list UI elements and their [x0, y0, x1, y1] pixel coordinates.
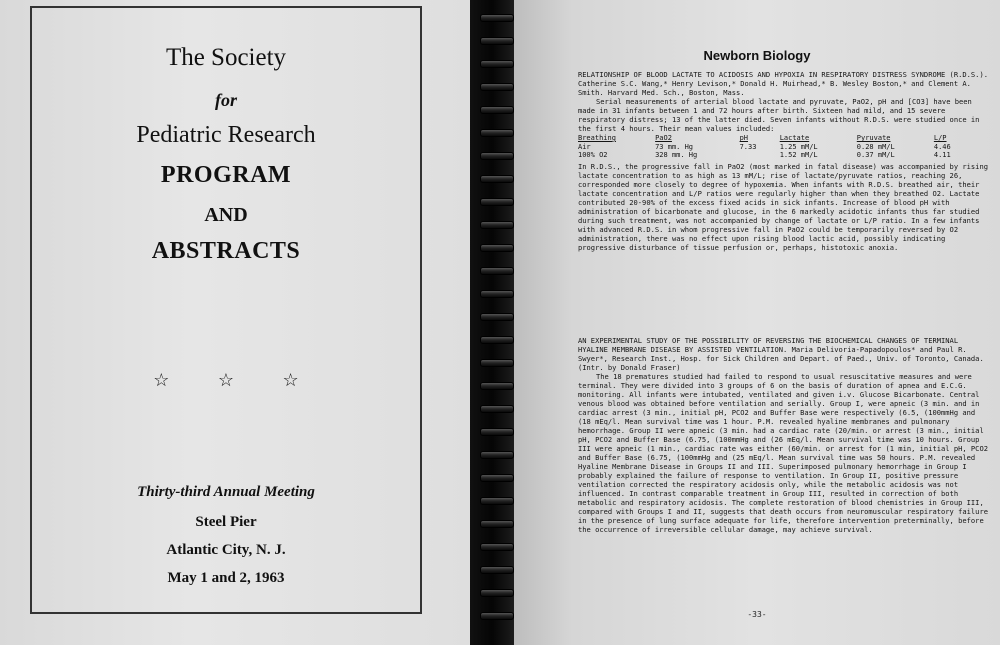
- table-row: [578, 143, 974, 152]
- table-cell: [740, 151, 780, 160]
- abstract-2: [578, 336, 990, 534]
- binding-ring: [480, 267, 514, 275]
- binding-ring: [480, 428, 514, 436]
- table-header: pH: [739, 134, 749, 142]
- binding-ring: [480, 129, 514, 137]
- binding-ring: [480, 221, 514, 229]
- table-cell: 73 mm. Hg: [655, 142, 694, 151]
- table-header-row: [578, 134, 974, 143]
- cover-city: Atlantic City, N. J.: [166, 542, 286, 558]
- abstract-1: [578, 70, 990, 252]
- table-cell: 7.33: [739, 142, 757, 151]
- abstract-1-para1: Serial measurements of arterial blood lactate and pyruvate, PaO2, pH and [CO3] have been made in 31 infants between 1 and 72 hours after birth. Sixteen had mild, and 15 severe respiratory distress; 13 of the latter died. Seven infants without R.D.S. were studied once in the first 4 hours. Their mean values included:: [578, 97, 980, 133]
- binding-ring: [480, 37, 514, 45]
- table-cell: 4.11: [933, 151, 951, 159]
- cover-meeting: Thirty-third Annual Meeting: [137, 484, 315, 500]
- abstract-2-authors: Maria Delivoria-Papadopoulos* and Paul R. Swyer*, Research Inst., Hosp. for Sick Children and Depart. of Paed., Univ. of Toronto, Canada. (Intr. by Donald Fraser): [578, 345, 984, 372]
- table-cell: 328 mm. Hg: [655, 151, 698, 159]
- abstract-2-title: AN EXPERIMENTAL STUDY OF THE POSSIBILITY OF REVERSING THE BIOCHEMICAL CHANGES OF TERMINAL HYALINE MEMBRANE DISEASE BY ASSISTED VENTILATION.: [578, 336, 959, 354]
- cover-pediatric-research: Pediatric Research: [136, 122, 316, 148]
- binding-ring: [480, 566, 514, 574]
- abstract-1-table: [578, 134, 974, 160]
- cover-page: [0, 0, 478, 645]
- cover-society-title: The Society: [165, 44, 287, 71]
- cover-program: PROGRAM: [160, 162, 292, 188]
- table-cell: 1.25 mM/L: [779, 142, 818, 151]
- binding-ring: [480, 474, 514, 482]
- table-header: PaO2: [655, 134, 672, 142]
- binding-ring: [480, 244, 514, 252]
- binding-ring: [480, 14, 514, 22]
- table-cell: Air: [578, 142, 591, 151]
- binding-ring: [480, 451, 514, 459]
- page-number: -33-: [747, 610, 767, 619]
- abstract-1-para2: In R.D.S., the progressive fall in PaO2 (most marked in fatal disease) was accompanied by rising lactate concentration to as high as 13 mM/L; rise of lactate/pyruvate ratios, reaching 26, corresponded more closely to degree of hypoxemia. When infants with R.D.S. breathed air, their lactate concentration and L/P ratios were regularly higher than when they breathed O2. Lactate contributed 20-90% of the excess fixed acids in sick infants. Increase of blood pH with administration of bicarbonate and glucose, in the 6 markedly acidotic infants thus far studied during such treatment, was not accompanied by change of lactate or L/P ratio. In a few infants with advanced R.D.S. in whom progressive fall in PaO2 could be temporarily reversed by O2 administration, there was no effect upon rising blood lactic acid, possibly indicating progressive disturbance of tissue perfusion or, perhaps, histotoxic anoxia.: [578, 161, 988, 252]
- binding-ring: [480, 106, 514, 114]
- binding-ring: [480, 405, 514, 413]
- binding-ring: [480, 336, 514, 344]
- section-header: Newborn Biology: [703, 48, 811, 63]
- table-header: Breathing: [578, 134, 616, 142]
- table-header: Lactate: [779, 134, 810, 142]
- binding-ring: [480, 60, 514, 68]
- binding-ring: [480, 83, 514, 91]
- binding-ring: [480, 497, 514, 505]
- binding-ring: [480, 175, 514, 183]
- table-row: [578, 151, 974, 160]
- binding-ring: [480, 612, 514, 620]
- binding-ring: [480, 520, 514, 528]
- binding-ring: [480, 382, 514, 390]
- table-header: Pyruvate: [856, 134, 891, 142]
- abstract-1-title: RELATIONSHIP OF BLOOD LACTATE TO ACIDOSIS AND HYPOXIA IN RESPIRATORY DISTRESS SYNDROME (R.D.S.).: [578, 70, 988, 79]
- table-cell: 100% O2: [578, 151, 608, 159]
- cover-for: for: [215, 90, 237, 110]
- binding-ring: [480, 543, 514, 551]
- table-cell: 4.46: [933, 142, 951, 151]
- binding-ring: [480, 290, 514, 298]
- table-header: L/P: [933, 134, 947, 142]
- binding-ring: [480, 313, 514, 321]
- cover-dates: May 1 and 2, 1963: [167, 570, 285, 586]
- cover-venue: Steel Pier: [195, 514, 257, 530]
- abstract-page: [514, 0, 1000, 645]
- binding-ring: [480, 152, 514, 160]
- binding-ring: [480, 589, 514, 597]
- cover-and: AND: [204, 204, 248, 226]
- cover-abstracts: ABSTRACTS: [151, 238, 301, 264]
- abstract-2-para1: The 18 prematures studied had failed to respond to usual resuscitative measures and were terminal. They were divided into 3 groups of 6 on the basis of duration of apnea and E.C.G. monitoring. All infants were intubated, ventilated and given i.v. Glucose Bicarbonate. Central venous blood was obtained before ventilation and serially. Group I, were apneic (3 min. and in cardiac arrest (3 min., initial pH, PCO2 and Buffer Base were respectively (6.5, (100mmHg and (18 mEq/l. Mean survival time was 1 hour. P.M. revealed hyaline membranes and pulmonary hemorrhage. Group II were apneic (3 min. had a cardiac rate (20/min. or arrest (3 min., initial pH, PCO2 and Buffer Base (6.75, (100mmHg and (26 mEq/l. Mean survival time was 10 hours. Group III were apneic (1 min., cardiac rate was either (60/min. or arrest for (1 min, initial pH, PCO2 and Buffer Base (6.75, (100mmHg and (25 mEq/l. Mean survival time was 50 hours. P.M. revealed Hyaline Membrane Disease in Groups II and III. Superimposed pulmonary hemorrhage in Group I probably explained the failure of response to ventilation. In Group II, positive pressure ventilation corrected the respiratory acidosis only, while the metabolic acidosis was not influenced. In contrast comparable treatment in Group III, resulted in correction of both metabolic and respiratory acidosis. The complete restoration of blood chemistries in Group III, compared with Groups I and II, suggests that death occurs from neuromuscular respiratory failure in the presence of lung surface adequate for life, therefore intervention preterminally, before the occurrence of irreversible cellular damage, may achieve survival.: [578, 372, 988, 534]
- cover-stars: ☆ ☆ ☆: [153, 370, 321, 390]
- binding-ring: [480, 359, 514, 367]
- binding-ring: [480, 198, 514, 206]
- table-cell: 0.37 mM/L: [856, 151, 895, 159]
- cover-border: [30, 6, 422, 614]
- table-cell: 1.52 mM/L: [779, 151, 818, 159]
- table-cell: 0.28 mM/L: [856, 142, 895, 151]
- abstract-1-authors: Catherine S.C. Wang,* Henry Levison,* Donald H. Muirhead,* B. Wesley Boston,* and Clement A. Smith. Harvard Med. Sch., Boston, Mass.: [578, 79, 971, 97]
